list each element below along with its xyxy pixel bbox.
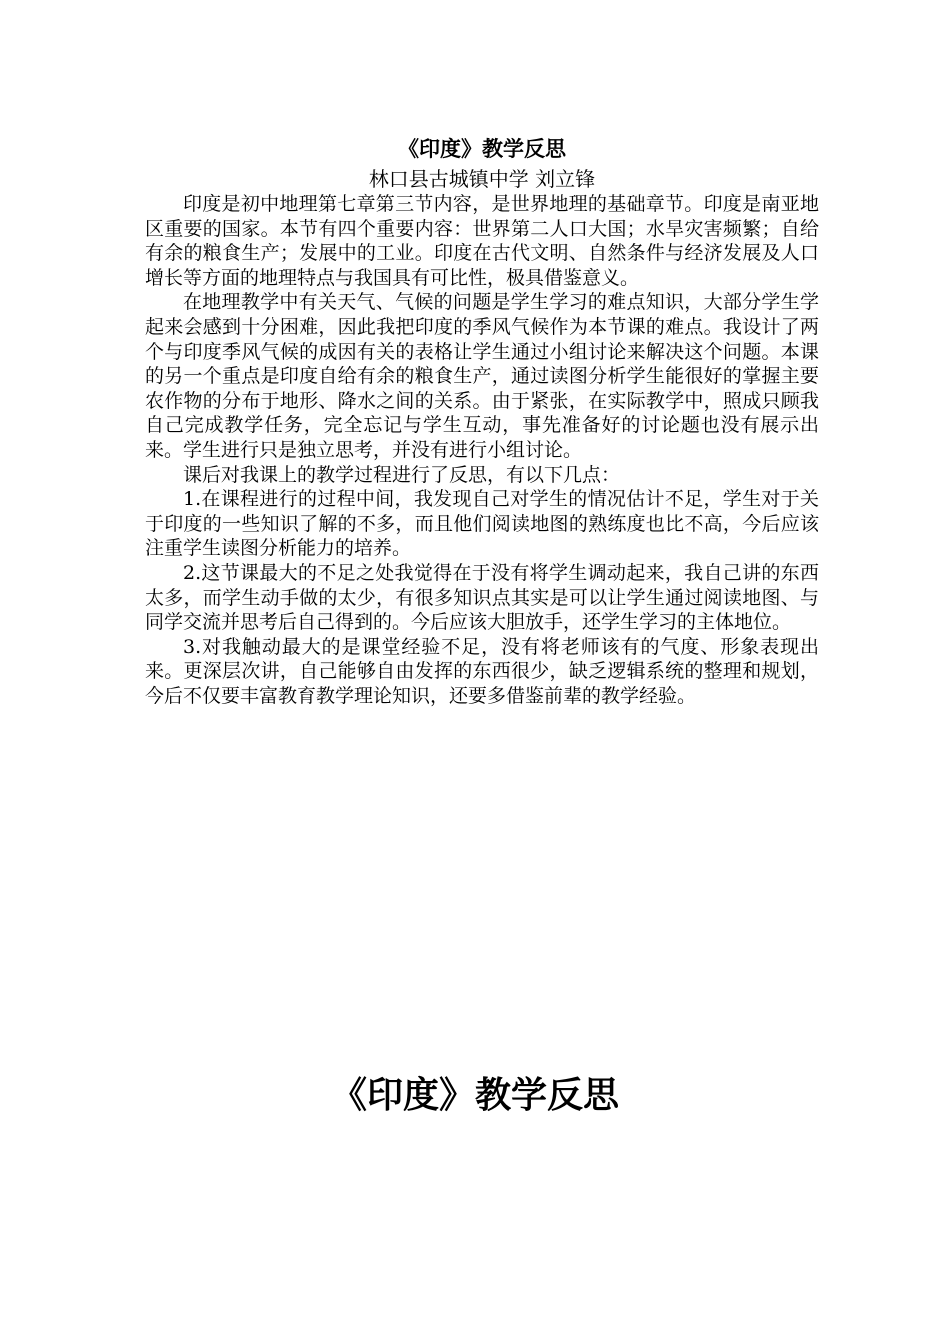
footer-title: 《印度》教学反思 (330, 1075, 619, 1116)
paragraph-point-3: 3.对我触动最大的是课堂经验不足，没有将老师该有的气度、形象表现出来。更深层次讲，自己能够自由发挥的东西很少，缺乏逻辑系统的整理和规划，今后不仅要丰富教育教学理论知识，还要多借鉴前辈的教学经验。 (145, 635, 819, 707)
paragraph-point-1: 1.在课程进行的过程中间，我发现自己对学生的情况估计不足，学生对于关于印度的一些知识了解的不多，而且他们阅读地图的熟练度也比不高，今后应该注重学生读图分析能力的培养。 (145, 488, 819, 560)
paragraph-point-2: 2.这节课最大的不足之处我觉得在于没有将学生调动起来，我自己讲的东西太多，而学生动手做的太少，有很多知识点其实是可以让学生通过阅读地图、与同学交流并思考后自己得到的。今后应该大胆放手，还学生学习的主体地位。 (145, 561, 819, 634)
document-page (145, 132, 819, 708)
paragraph-teaching: 在地理教学中有关天气、气候的问题是学生学习的难点知识，大部分学生学起来会感到十分困难，因此我把印度的季风气候作为本节课的难点。我设计了两个与印度季风气候的成因有关的表格让学生通过小组讨论来解决这个问题。本课的另一个重点是印度自给有余的粮食生产，通过读图分析学生能很好的掌握主要农作物的分布于地形、降水之间的关系。由于紧张，在实际教学中，照成只顾我自己完成教学任务，完全忘记与学生互动，事先准备好的讨论题也没有展示出来。学生进行只是独立思考，并没有进行小组讨论。 (145, 291, 819, 461)
paragraph-intro: 印度是初中地理第七章第三节内容，是世界地理的基础章节。印度是南亚地区重要的国家。本节有四个重要内容：世界第二人口大国；水旱灾害频繁；自给有余的粮食生产；发展中的工业。印度在古代文明、自然条件与经济发展及人口增长等方面的地理特点与我国具有可比性，极具借鉴意义。 (145, 193, 819, 289)
document-author: 林口县古城镇中学 刘立锋 (368, 167, 596, 191)
document-title: 《印度》教学反思 (398, 137, 566, 161)
paragraph-reflection-lead: 课后对我课上的教学过程进行了反思，有以下几点： (183, 463, 621, 486)
